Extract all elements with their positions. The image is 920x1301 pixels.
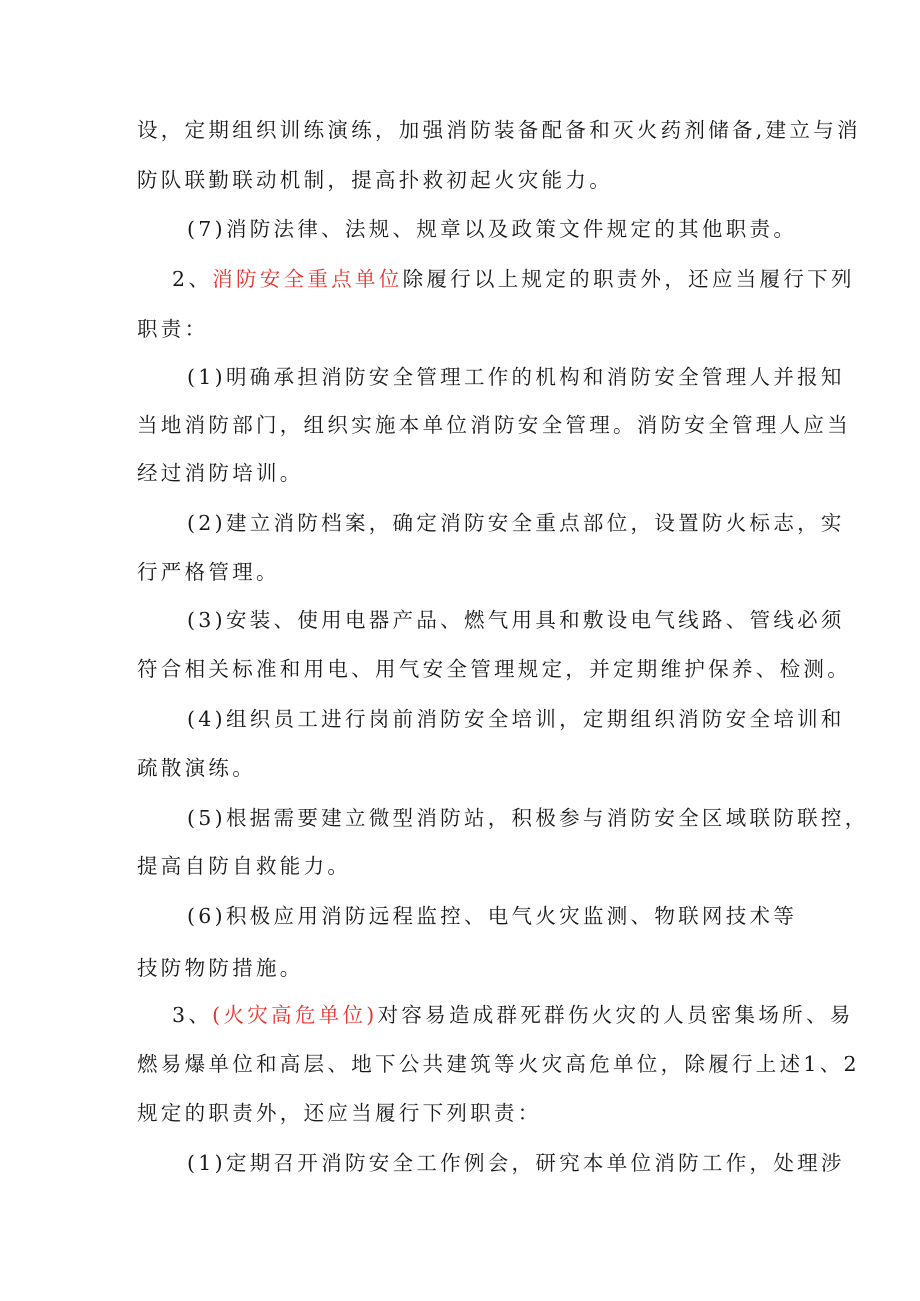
highlighted-term: 消防安全重点单位 [212, 267, 403, 291]
paragraph-line: (5)根据需要建立微型消防站，积极参与消防安全区域联防联控， [187, 806, 869, 830]
paragraph-line: (1)明确承担消防安全管理工作的机构和消防安全管理人并报知 [187, 365, 845, 389]
paragraph-line: 当地消防部门，组织实施本单位消防安全管理。消防安全管理人应当 [137, 413, 851, 437]
paragraph-line: (2)建立消防档案，确定消防安全重点部位，设置防火标志，实 [187, 511, 845, 535]
paragraph-line: (3)安装、使用电器产品、燃气用具和敷设电气线路、管线必须 [187, 608, 845, 632]
paragraph-line: 技防物防措施。 [137, 956, 304, 980]
paragraph-line: 行严格管理。 [137, 560, 280, 584]
paragraph-line: 燃易爆单位和高层、地下公共建筑等火灾高危单位，除履行上述1、2 [137, 1052, 860, 1076]
section-number: 2、 [172, 267, 213, 291]
paragraph-line: 符合相关标准和用电、用气安全管理规定，并定期维护保养、检测。 [137, 657, 851, 681]
paragraph-line: (1)定期召开消防安全工作例会，研究本单位消防工作，处理涉 [187, 1151, 845, 1175]
paragraph-line: 职责： [137, 317, 209, 341]
paragraph-line: 提高自防自救能力。 [137, 854, 352, 878]
paragraph-line: 防队联勤联动机制，提高扑救初起火灾能力。 [137, 168, 613, 192]
highlighted-term: (火灾高危单位) [212, 1003, 378, 1027]
section-heading-text: 对容易造成群死群伤火灾的人员密集场所、易 [377, 1003, 854, 1027]
paragraph-line: 经过消防培训。 [137, 461, 304, 485]
section-number: 3、 [172, 1003, 213, 1027]
section-heading-text: 除履行以上规定的职责外，还应当履行下列 [402, 267, 855, 291]
section-heading-line [172, 266, 855, 292]
paragraph-line: 设，定期组织训练演练，加强消防装备配备和灭火药剂储备,建立与消 [137, 118, 861, 142]
section-heading-line [172, 1002, 854, 1028]
paragraph-line: (7)消防法律、法规、规章以及政策文件规定的其他职责。 [187, 217, 798, 241]
paragraph-line: 规定的职责外，还应当履行下列职责： [137, 1101, 542, 1125]
paragraph-line: (6)积极应用消防远程监控、电气火灾监测、物联网技术等 [187, 904, 798, 928]
paragraph-line: (4)组织员工进行岗前消防安全培训，定期组织消防安全培训和 [187, 707, 845, 731]
paragraph-line: 疏散演练。 [137, 756, 256, 780]
